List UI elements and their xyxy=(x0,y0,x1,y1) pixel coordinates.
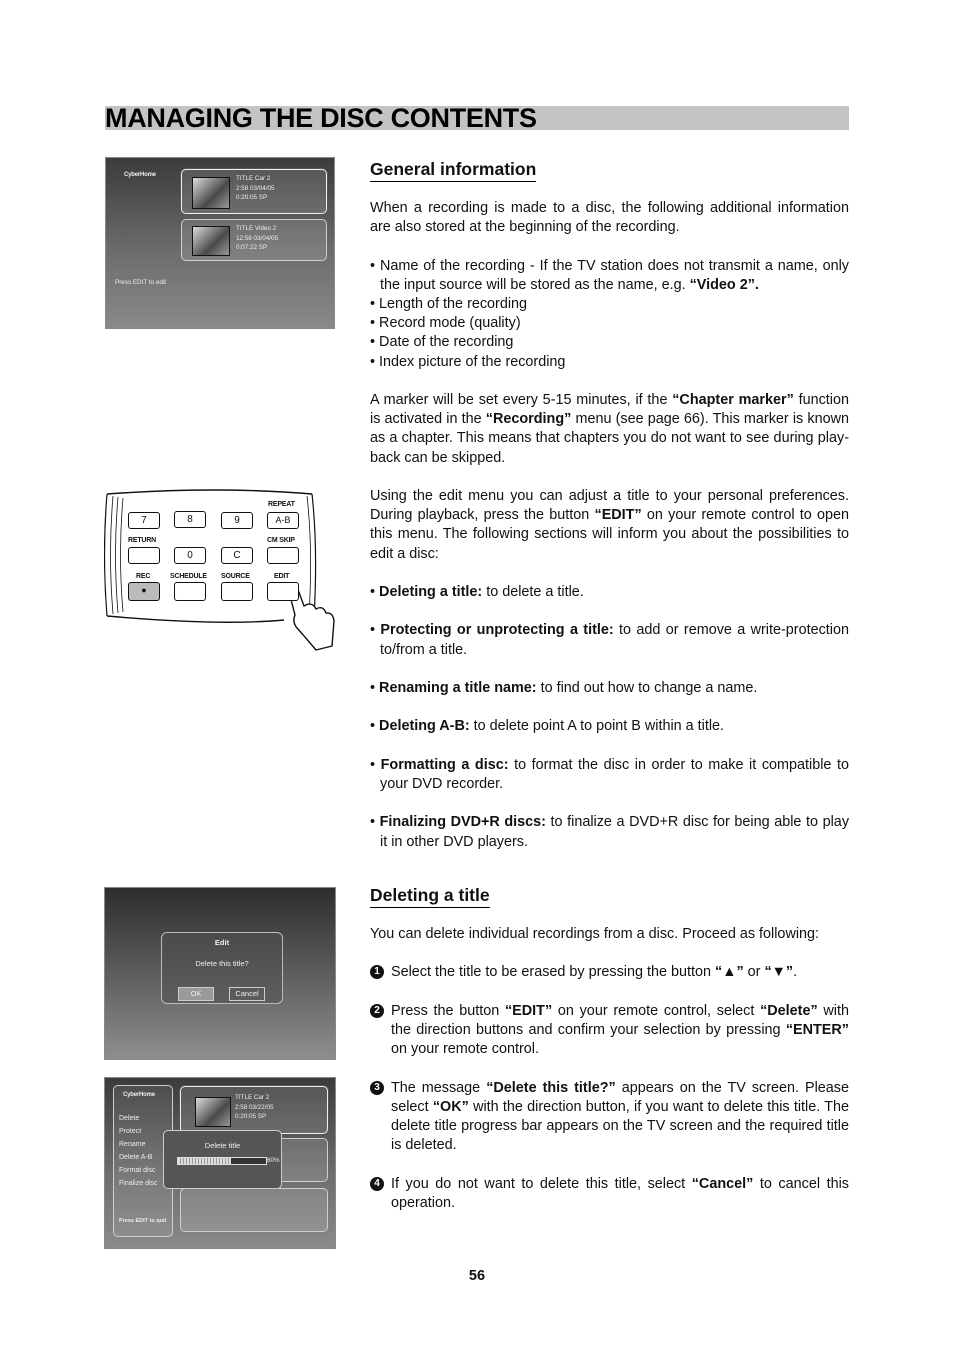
schedule-button[interactable] xyxy=(174,582,206,601)
step-2-number: 2 xyxy=(370,1004,384,1018)
dialog-question: Delete this title? xyxy=(195,959,249,968)
cm-skip-button[interactable] xyxy=(267,547,299,564)
title-item-3[interactable] xyxy=(180,1188,328,1232)
step-1: 1 Select the title to be erased by pressing the button “▲” or “▼”. xyxy=(370,963,849,982)
step-4-number: 4 xyxy=(370,1177,384,1191)
edit-menu-item[interactable]: Delete xyxy=(119,1115,140,1122)
edit-menu-item[interactable]: Delete A-B xyxy=(119,1154,153,1161)
edit-button[interactable] xyxy=(267,582,299,601)
cancel-button[interactable]: Cancel xyxy=(229,987,265,1001)
key-7[interactable]: 7 xyxy=(128,512,160,529)
cyberhome-logo: CyberHome xyxy=(124,172,156,178)
source-button[interactable] xyxy=(221,582,253,601)
title-time-date: 12:58 03/04/05 xyxy=(236,234,279,242)
general-information-text xyxy=(370,199,849,852)
rec-dot-icon: ● xyxy=(141,585,147,595)
edit-menu-item[interactable]: Format disc xyxy=(119,1167,156,1174)
step-2: 2 Press the button “EDIT” on your remote control, select “Delete” with the direction buttons and confirm your selection by pressing “ENTER” on your remote control. xyxy=(370,1002,849,1060)
dialog-title: Edit xyxy=(214,938,230,947)
cyberhome-logo: CyberHome xyxy=(123,1092,155,1098)
edit-menu-item[interactable]: Protect xyxy=(119,1128,142,1135)
progress-percent: 60% xyxy=(267,1157,280,1164)
remote-control-illustration xyxy=(104,488,336,653)
feature-finalizing: • Finalizing DVD+R discs: to finalize a DVD+R disc for being able to play it in other DVD players. xyxy=(370,814,850,850)
delete-progress-dialog xyxy=(163,1130,282,1189)
key-0[interactable]: 0 xyxy=(174,547,206,564)
title-time-date: 2:58 03/22/05 xyxy=(235,1103,274,1111)
step-3: 3 The message “Delete this title?” appears on the TV screen. Please select “OK” with the direction button, if you want to delete this title. The delete title progress bar appears on the TV screen and the required title is deleted. xyxy=(370,1079,849,1156)
info-bullet-name: • Name of the recording - If the TV station does not transmit a name, only the input source will be stored as the name, e.g. “Video 2”. xyxy=(370,257,850,293)
rec-button[interactable] xyxy=(128,582,160,601)
info-bullet-length: • Length of the recording xyxy=(370,296,528,312)
info-bullet-mode: • Record mode (quality) xyxy=(370,315,521,332)
schedule-label: SCHEDULE xyxy=(170,573,207,580)
quit-hint: Press EDIT to quit xyxy=(119,1218,167,1224)
edit-hint: Press EDIT to edit xyxy=(115,279,166,286)
title-length-mode: 0:20:05 SP xyxy=(235,1113,267,1121)
title-name: TITLE Video 2 xyxy=(236,225,277,232)
key-9[interactable]: 9 xyxy=(221,512,253,529)
progress-fill xyxy=(178,1158,231,1164)
heading-bar xyxy=(105,103,849,133)
key-8[interactable]: 8 xyxy=(174,511,206,528)
edit-menu-paragraph: Using the edit menu you can adjust a title to your personal preferences. During playback, press the button “EDIT” on your remote control to open this menu. The following sections will inform you about the possibilities to edit a disc: xyxy=(370,488,849,562)
ok-button[interactable]: OK xyxy=(178,987,214,1001)
step-1-number: 1 xyxy=(370,965,384,979)
general-information-heading: General information xyxy=(370,159,536,182)
edit-menu-item[interactable]: Finalize disc xyxy=(119,1180,158,1187)
title-time-date: 2:58 03/04/05 xyxy=(236,184,275,192)
delete-confirm-screen xyxy=(104,887,336,1060)
feature-deleting: • Deleting a title: to delete a title. xyxy=(370,584,584,600)
key-ab[interactable]: A-B xyxy=(267,512,299,529)
return-button[interactable] xyxy=(128,547,160,564)
page-title: MANAGING THE DISC CONTENTS xyxy=(105,103,537,133)
feature-renaming: • Renaming a title name: to find out how to change a name. xyxy=(370,679,758,696)
feature-formatting: • Formatting a disc: to format the disc in order to make it compatible to your DVD recorder. xyxy=(370,756,849,792)
title-thumbnail xyxy=(195,1097,231,1127)
title-thumbnail xyxy=(192,226,230,256)
feature-deleting-ab: • Deleting A-B: to delete point A to point B within a title. xyxy=(370,718,725,735)
chapter-marker-paragraph: A marker will be set every 5-15 minutes, if the “Chapter marker” function is activated in the “Recording” menu (see page 66). This marker is known as a chapter. This means that chapters you do not want to see during play-back can be skipped. xyxy=(370,392,849,466)
repeat-label: REPEAT xyxy=(268,501,295,508)
title-name: TITLE Car 2 xyxy=(236,175,271,182)
deleting-title-text xyxy=(370,925,849,1213)
title-length-mode: 0:07:22 SP xyxy=(236,244,268,252)
title-name: TITLE Car 2 xyxy=(235,1094,270,1101)
progress-title: Delete title xyxy=(204,1141,241,1150)
delete-progress-screen xyxy=(104,1077,336,1249)
title-item-2[interactable] xyxy=(181,219,327,261)
cm-skip-label: CM SKIP xyxy=(267,537,295,544)
source-label: SOURCE xyxy=(221,573,250,580)
page-number: 56 xyxy=(468,1268,486,1284)
info-bullet-date: • Date of the recording xyxy=(370,334,514,351)
edit-dialog xyxy=(161,932,283,1004)
title-item-1[interactable] xyxy=(180,1086,328,1134)
progress-bar xyxy=(177,1157,267,1165)
title-length-mode: 0:20:05 SP xyxy=(236,194,268,202)
title-item-1[interactable] xyxy=(181,169,327,214)
key-c[interactable]: C xyxy=(221,547,253,564)
step-4: 4 If you do not want to delete this title, select “Cancel” to cancel this operation. xyxy=(370,1175,849,1213)
edit-menu-item[interactable]: Rename xyxy=(119,1141,146,1148)
title-thumbnail xyxy=(192,177,230,209)
feature-protecting: • Protecting or unprotecting a title: to add or remove a write-protection to/from a title. xyxy=(370,622,849,658)
edit-label: EDIT xyxy=(274,573,290,580)
step-3-number: 3 xyxy=(370,1081,384,1095)
rec-label: REC xyxy=(136,573,151,580)
deleting-title-heading: Deleting a title xyxy=(370,885,490,908)
title-list-screen xyxy=(105,157,335,329)
info-bullet-index: • Index picture of the recording xyxy=(370,353,566,370)
general-intro: When a recording is made to a disc, the following additional information are also stored at the beginning of the recording. xyxy=(370,200,849,236)
return-label: RETURN xyxy=(128,537,156,544)
deleting-intro: You can delete individual recordings from a disc. Proceed as following: xyxy=(370,926,820,942)
